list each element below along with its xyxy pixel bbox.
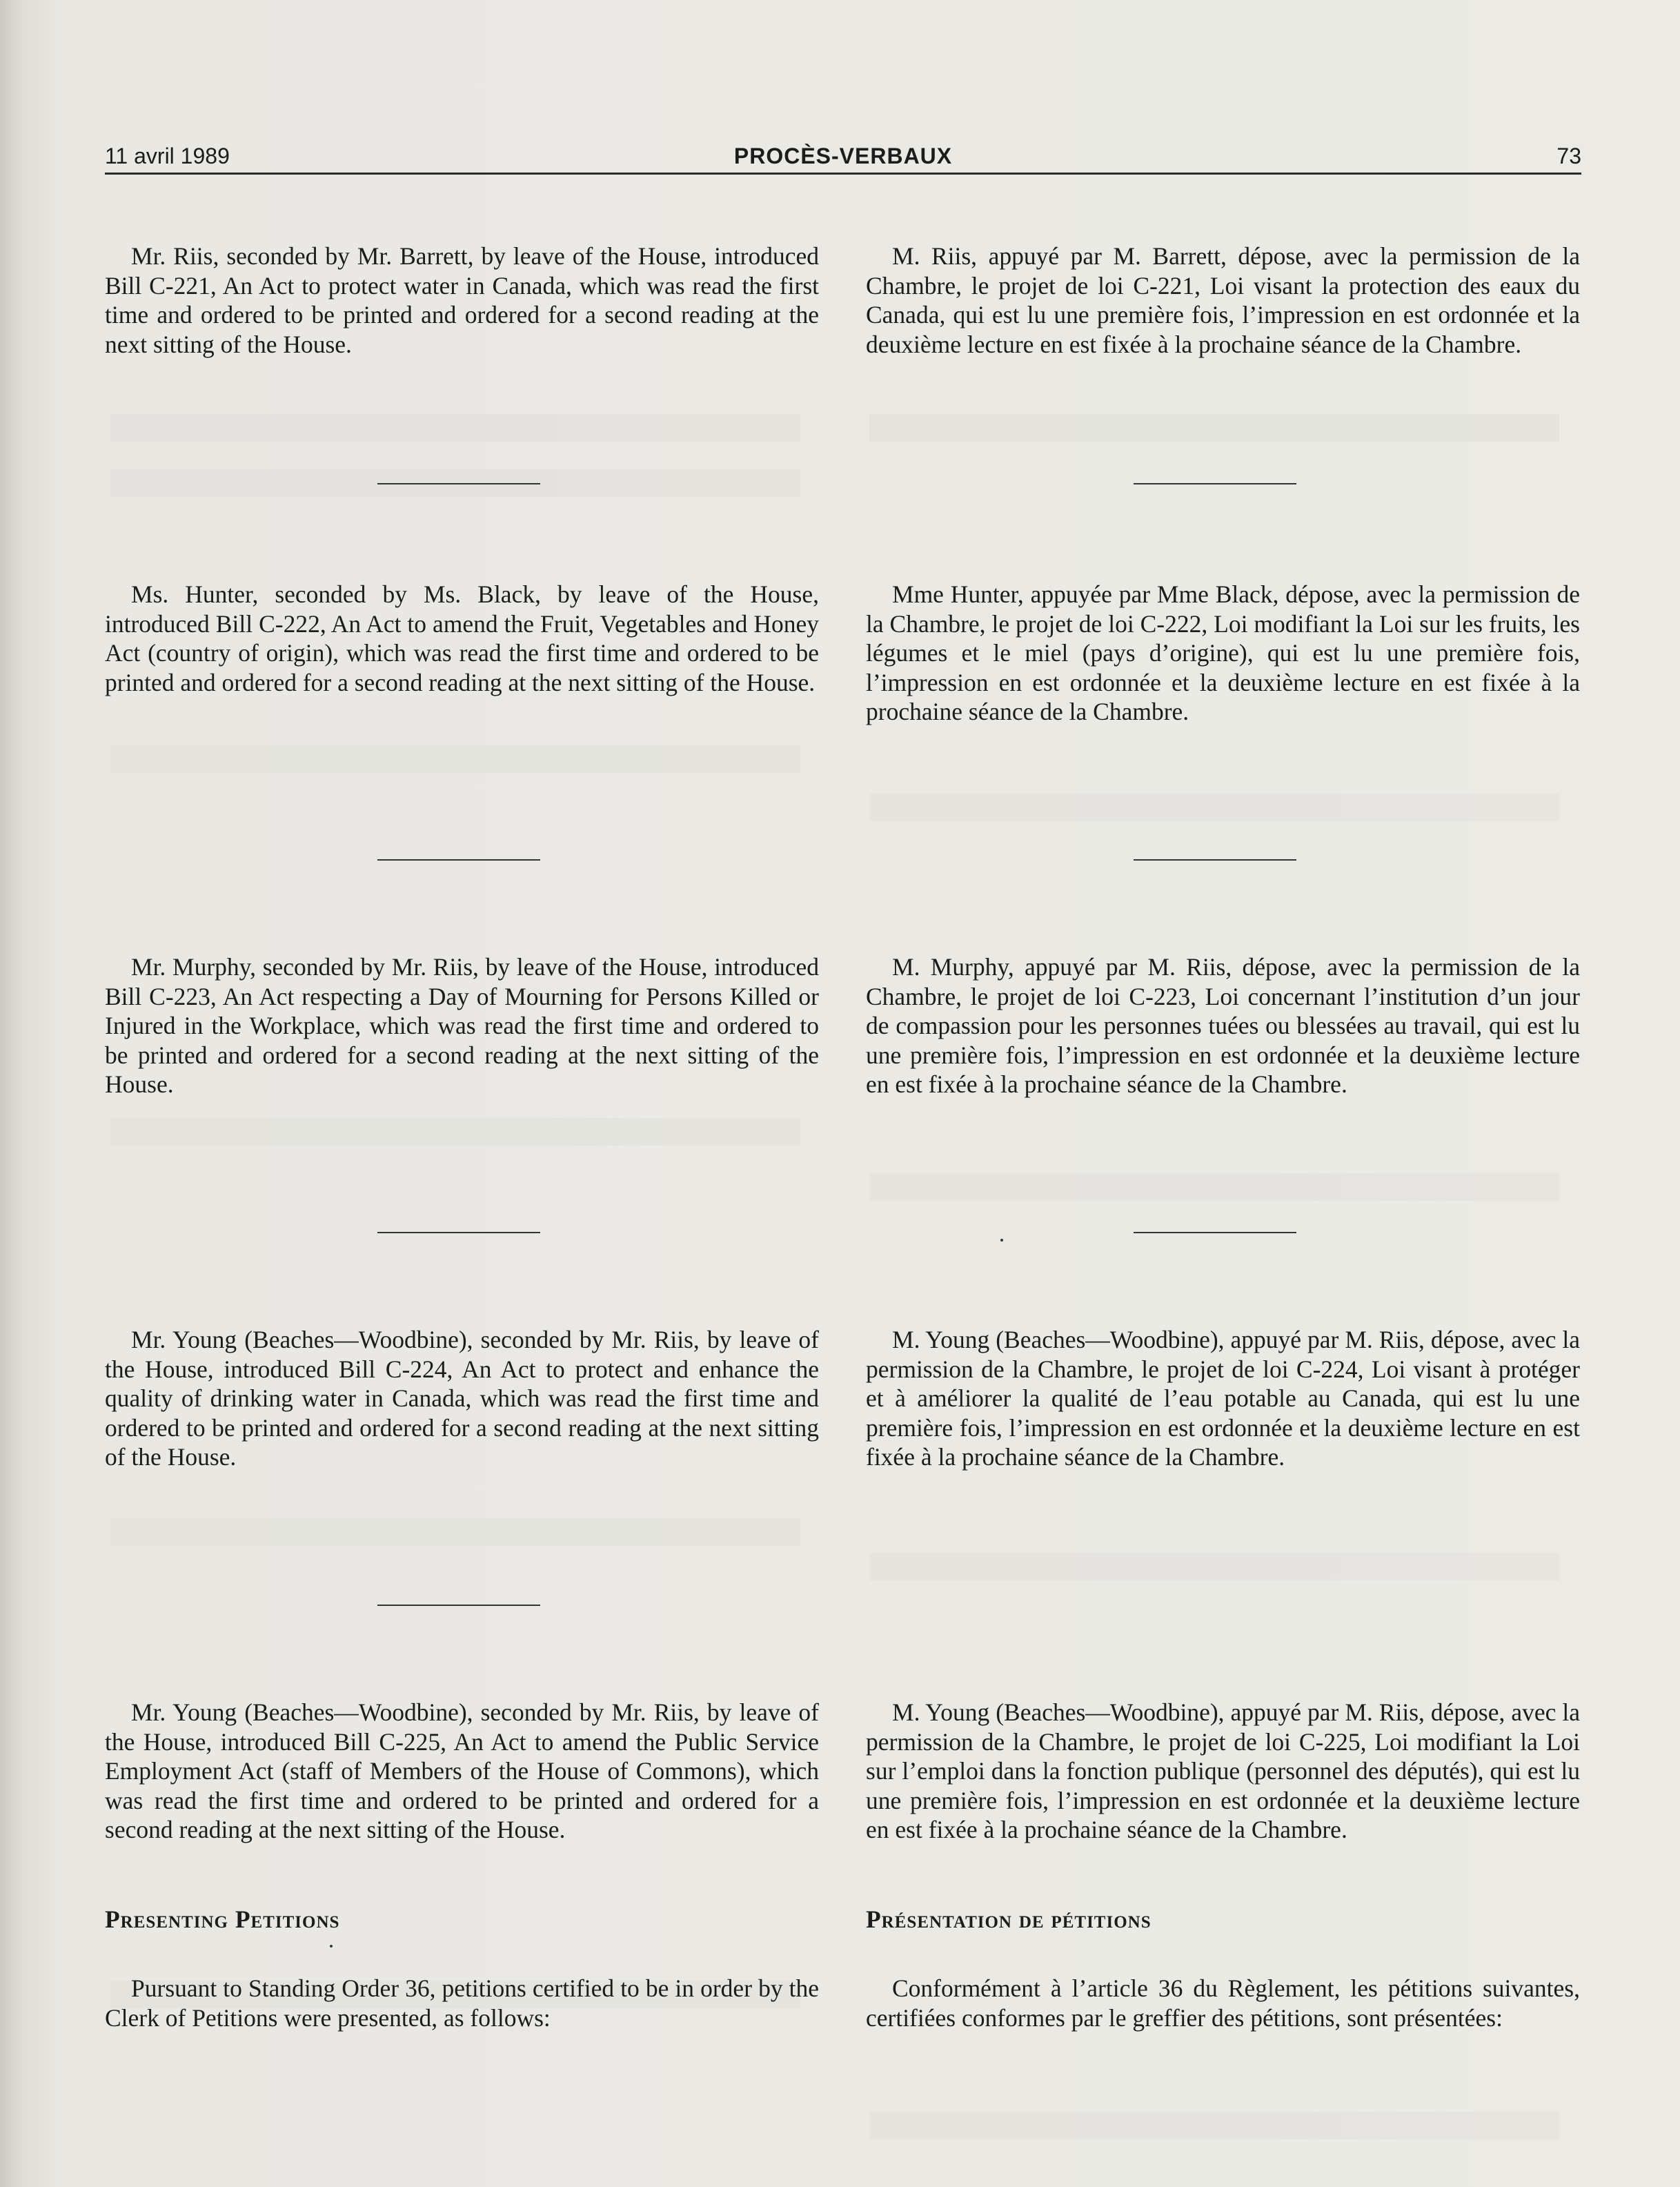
page-number: 73 xyxy=(1557,144,1581,168)
separator xyxy=(377,483,540,484)
separator xyxy=(377,1605,540,1606)
speck xyxy=(1000,1239,1003,1242)
bill-c222-fr: Mme Hunter, appuyée par Mme Black, dépose, avec la permission de la Chambre, le projet de loi C-222, Loi modifiant la Loi sur les fruits, les légumes et le miel (pays d’origine), qui est lu une première fois, l’impression en est ordonnée et la deuxième lecture en est fixée à la prochaine séance de la Chambre. xyxy=(866,580,1580,726)
bill-c224-en: Mr. Young (Beaches—Woodbine), seconded by Mr. Riis, by leave of the House, introduced Bill C-224, An Act to protect and enhance the quality of drinking water in Canada, which was read the first time and ordered to be printed and ordered for a second reading at the next sitting of the House. xyxy=(105,1326,819,1471)
bill-c223-en: Mr. Murphy, seconded by Mr. Riis, by leave of the House, introduced Bill C-223, An Act respecting a Day of Mourning for Persons Killed or Injured in the Workplace, which was read the first time and ordered to be printed and ordered for a second reading at the next sitting of the House. xyxy=(105,953,819,1099)
speck xyxy=(330,1945,333,1948)
bill-c225-en: Mr. Young (Beaches—Woodbine), seconded by Mr. Riis, by leave of the House, introduced Bill C-225, An Act to amend the Public Service Employment Act (staff of Members of the House of Commons), which was read the first time and ordered to be printed and ordered for a second reading at the next sitting of the House. xyxy=(105,1698,819,1844)
separator xyxy=(1134,483,1296,484)
separator xyxy=(377,859,540,861)
bill-c222-en: Ms. Hunter, seconded by Ms. Black, by leave of the House, introduced Bill C-222, An Act to amend the Fruit, Vegetables and Honey Act (country of origin), which was read the first time and ordered to be printed and ordered for a second reading at the next sitting of the House. xyxy=(105,580,819,696)
bill-c221-fr: M. Riis, appuyé par M. Barrett, dépose, avec la permission de la Chambre, le projet de loi C-221, Loi visant la protection des eaux du Canada, qui est lu une première fois, l’impression en est ordonnée et la deuxième lecture en est fixée à la prochaine séance de la Chambre. xyxy=(866,242,1580,358)
bill-c225-fr: M. Young (Beaches—Woodbine), appuyé par M. Riis, dépose, avec la permission de la Chambre, le projet de loi C-225, Loi modifiant la Loi sur l’emploi dans la fonction publique (personnel des députés), qui est lu une première fois, l’impression en est ordonnée et la deuxième lecture en est fixée à la prochaine séance de la Chambre. xyxy=(866,1698,1580,1844)
separator xyxy=(1134,1232,1296,1233)
separator xyxy=(377,1232,540,1233)
bill-c223-fr: M. Murphy, appuyé par M. Riis, dépose, avec la permission de la Chambre, le projet de loi C-223, Loi concernant l’institution d’un jour de compassion pour les personnes tuées ou blessées au travail, qui est lu une première fois, l’impression en est ordonnée et la deuxième lecture en est fixée à la prochaine séance de la Chambre. xyxy=(866,953,1580,1099)
header-rule xyxy=(105,173,1581,175)
bill-c221-en: Mr. Riis, seconded by Mr. Barrett, by leave of the House, introduced Bill C-221, An Act to protect water in Canada, which was read the first time and ordered to be printed and ordered for a second reading at the next sitting of the House. xyxy=(105,242,819,358)
petitions-text-fr: Conformément à l’article 36 du Règlement, les pétitions suivantes, certifiées conformes par le greffier des pétitions, sont présentées: xyxy=(866,1974,1580,2032)
petitions-heading-fr: Présentation de pétitions xyxy=(866,1905,1152,1933)
petitions-text-en: Pursuant to Standing Order 36, petitions certified to be in order by the Clerk of Petitions were presented, as follows: xyxy=(105,1974,819,2032)
header-title: PROCÈS-VERBAUX xyxy=(733,144,953,168)
page-header xyxy=(105,144,1581,175)
bill-c224-fr: M. Young (Beaches—Woodbine), appuyé par M. Riis, dépose, avec la permission de la Chambre, le projet de loi C-224, Loi visant à protéger et à améliorer la qualité de l’eau potable au Canada, qui est lu une première fois, l’impression en est ordonnée et la deuxième lecture en est fixée à la prochaine séance de la Chambre. xyxy=(866,1326,1580,1471)
petitions-heading-en: Presenting Petitions xyxy=(105,1905,340,1933)
separator xyxy=(1134,859,1296,861)
header-date: 11 avril 1989 xyxy=(105,144,230,168)
